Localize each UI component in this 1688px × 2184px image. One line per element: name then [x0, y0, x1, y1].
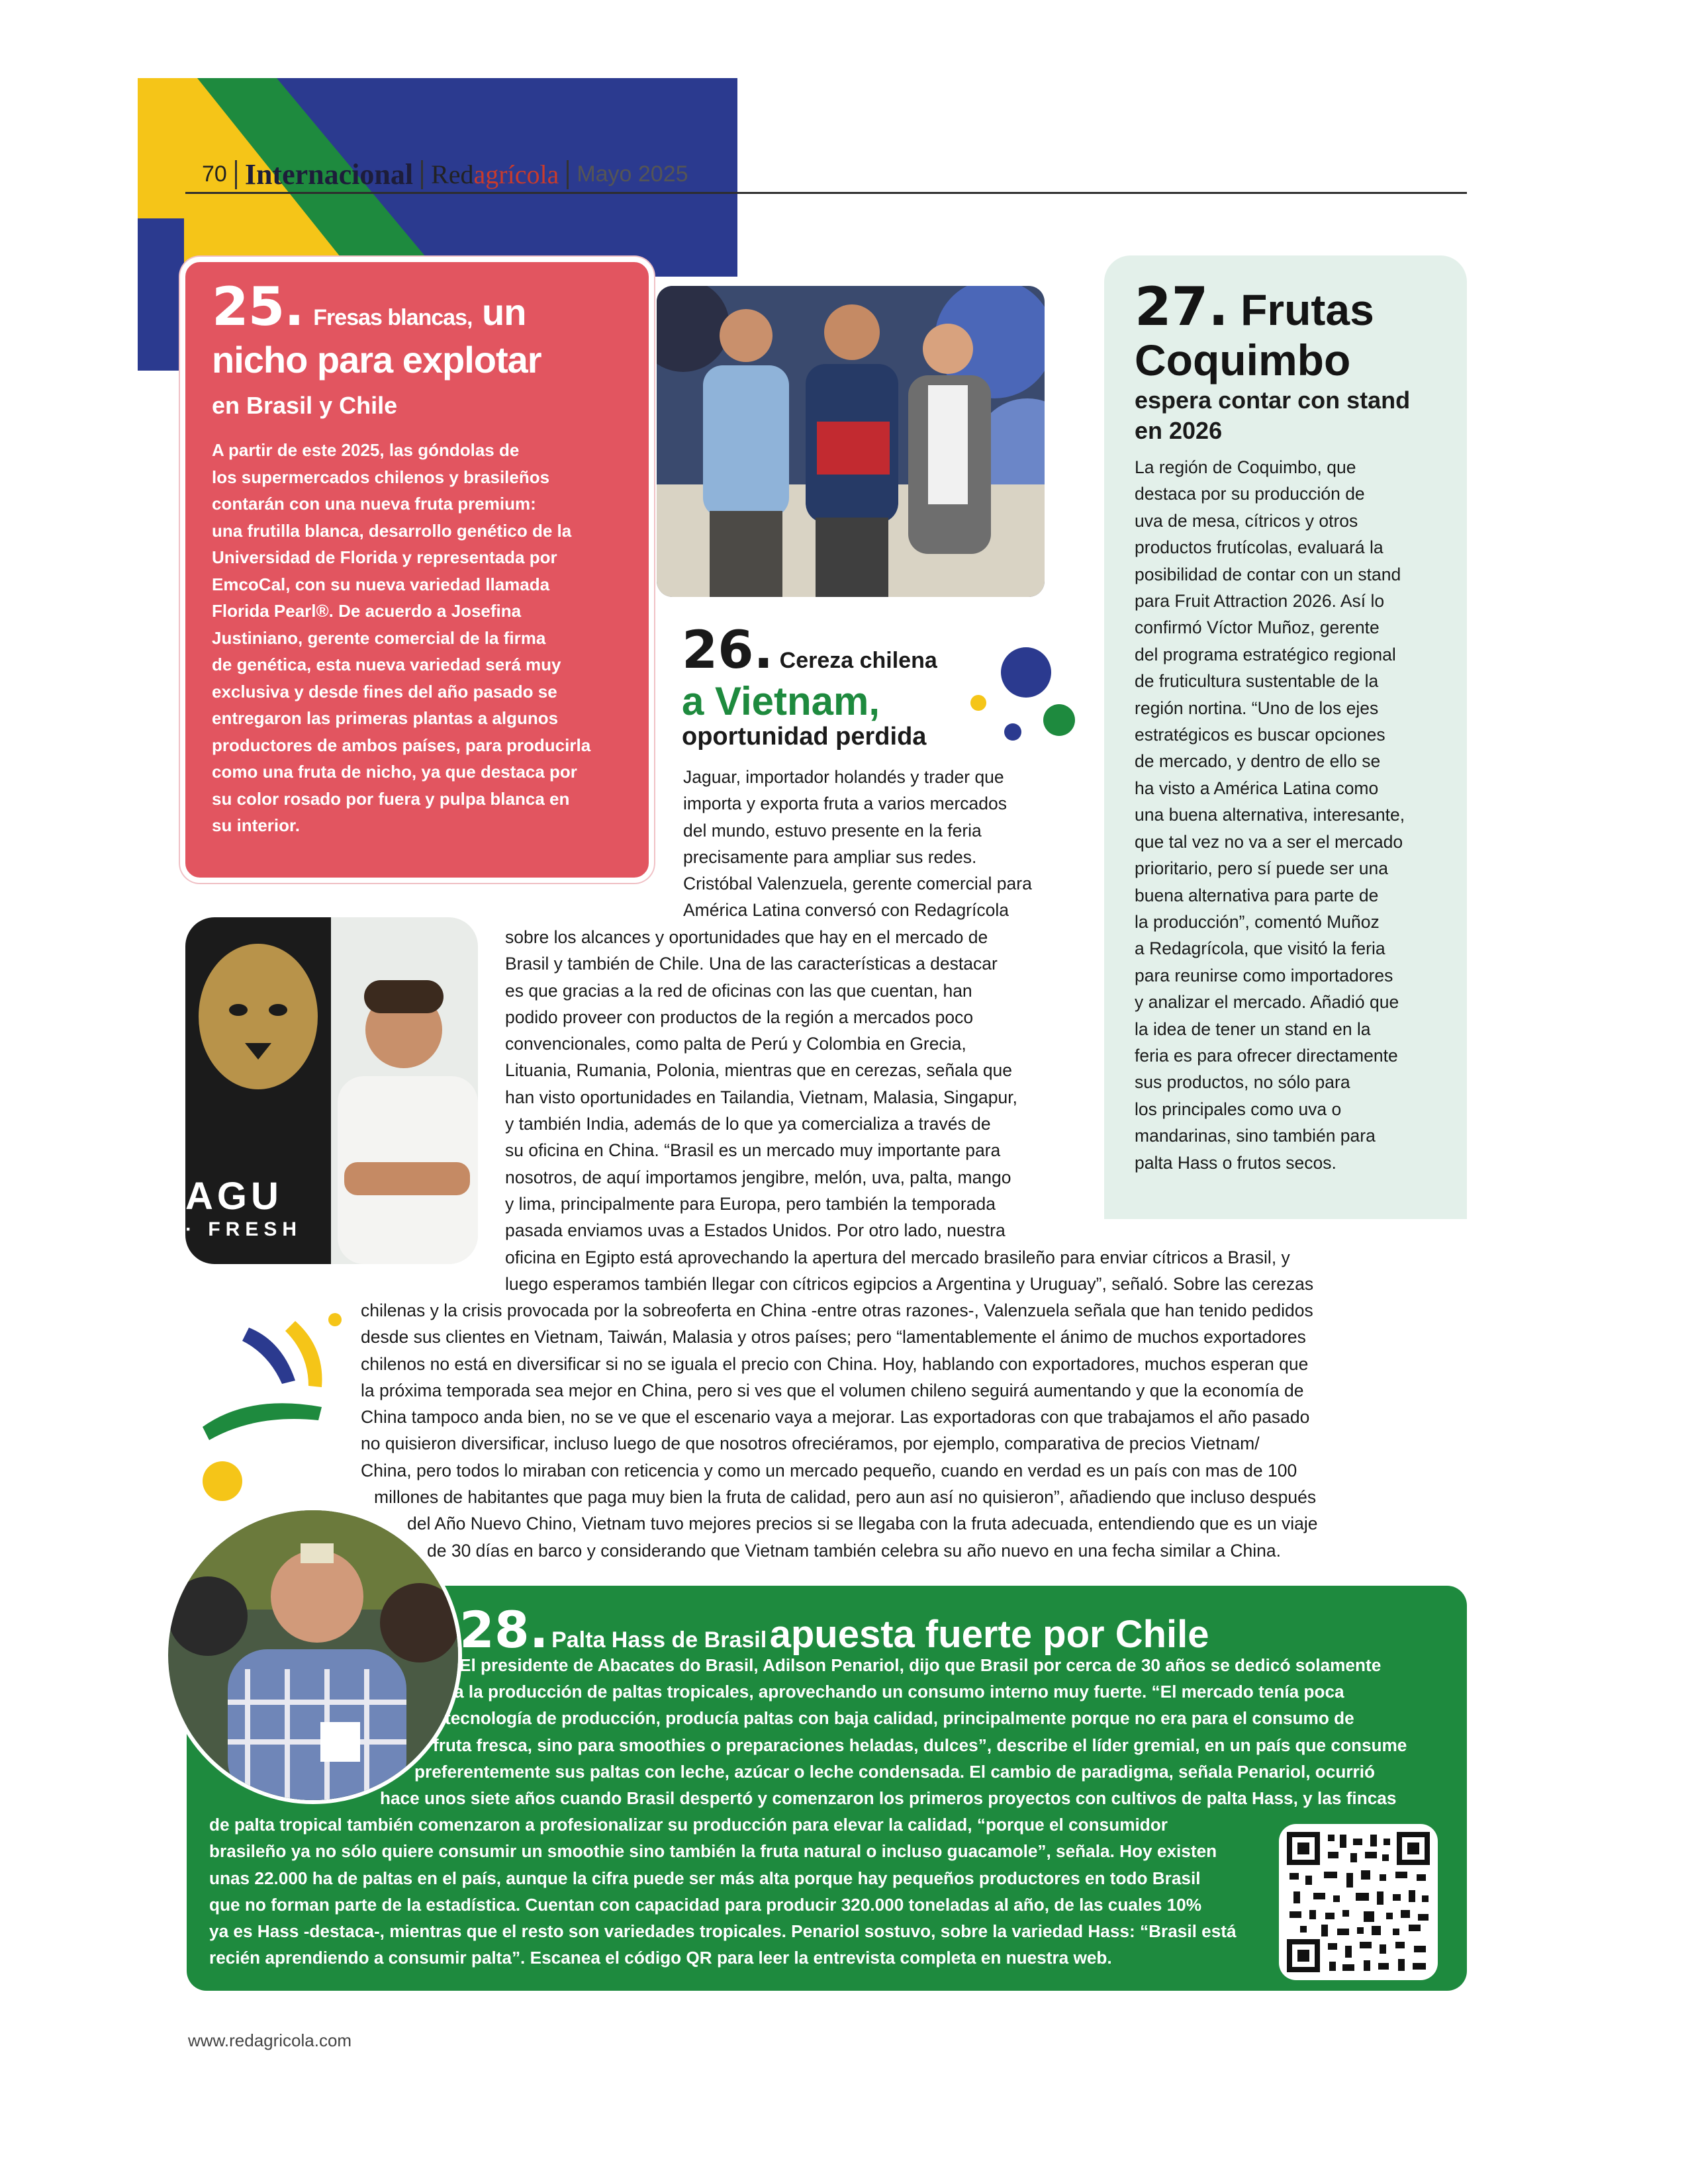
article-27-box: [1104, 255, 1467, 1219]
photo-strawberry-team: [657, 286, 1045, 597]
qr-call-to-action: Escanea el código QR para leer la entrevista completa en nuestra web.: [530, 1948, 1112, 1968]
article-25-body: A partir de este 2025, las góndolas de los supermercados chilenos y brasileños contarán con una nueva fruta premium: una frutilla blanca, desarrollo genético de la Universidad de Florida y representada por EmcoCal, con su nueva variedad llamada Florida Pearl®. De acuerdo a Josefina Justiniano, gerente comercial de la firma de genética, esta nueva variedad será muy exclusiva y desde fines del año pasado se entregaron las primeras plantas a algunos productores de ambos países, para producirla como una fruta de nicho, ya que destaca por su color rosado por fuera y pulpa blanca en su interior.: [212, 440, 591, 835]
page-number: 70: [202, 161, 227, 187]
section-title: Internacional: [244, 158, 414, 191]
header-separator: [421, 160, 423, 189]
article-27-subtitle: espera contar con stand en 2026: [1135, 387, 1411, 444]
header-rule: [185, 192, 1467, 194]
jaguar-sign-text: AGU · FRESH: [185, 1175, 302, 1240]
footer-url[interactable]: www.redagricola.com: [188, 2030, 352, 2050]
article-26-body-middle: sobre los alcances y oportunidades que hay en el mercado de Brasil y también de Chile. Una de las características a destacar es que gracias a la red de oficinas con las que cuentan, han podido proveer con productos de la región a mercados poco convencionales, como palta de Perú y Colombia en Grecia, Lituania, Rumania, Polonia, mientras que en cerezas, señala que han visto oportunidades en Tailandia, Vietnam, Malasia, Singapur, y también India, además de lo que ya comercializa a través de su oficina en China. “Brasil es un mercado muy importante para nosotros, de aquí importamos jengibre, melón, uva, palta, mango y lima, principalmente para Europa, pero también la temporada pasada enviamos uvas a Estados Unidos. Por otro lado, nuestra oficina en Egipto está aprovechando la apertura del mercado brasileño para enviar cítricos a Brasil, y luego esperamos también llegar con cítricos egipcios a Argentina y Uruguay”, señaló. Sobre las cerezas: [505, 927, 1314, 1294]
header-separator: [235, 160, 237, 189]
issue-date: Mayo 2025: [577, 161, 688, 187]
header-decoration-strip: [138, 218, 184, 371]
article-25-box: [180, 257, 654, 883]
article-26-heading: 26. Cereza chilena a Vietnam, oportunidad perdida: [682, 621, 937, 751]
article-28-title: 28. Palta Hass de Brasil apuesta fuerte por Chile: [459, 1600, 1209, 1659]
brand-logo: Redagrícola: [431, 159, 559, 189]
header-bar: [202, 158, 688, 191]
photo-jaguar-representative: [185, 917, 478, 1264]
header-separator: [567, 160, 569, 189]
decorative-dots: [966, 642, 1086, 748]
article-27-body: La región de Coquimbo, que destaca por su producción de uva de mesa, cítricos y otros productos frutícolas, evaluará la posibilidad de contar con un stand para Fruit Attraction 2026. Así lo confirmó Víctor Muñoz, gerente del programa estratégico regional de fruticultura sustentable de la región nortina. “Uno de los ejes estratégicos es buscar opciones de mercado, y dentro de ello se ha visto a América Latina como una buena alternativa, interesante, que tal vez no va a ser el mercado prioritario, pero sí puede ser una buena alternativa para parte de la producción”, comentó Muñoz a Redagrícola, que visitó la feria para reunirse como importadores y analizar el mercado. Añadió que la idea de tener un stand en la feria es para ofrecer directamente sus productos, no sólo para los principales como uva o mandarinas, sino también para palta Hass o frutos secos.: [1135, 457, 1405, 1173]
article-26-body-end: millones de habitantes que paga muy bien la fruta de calidad, pero aun así no quisieron”, añadiendo que incluso después del Año Nuevo Chino, Vietnam tuvo mejores precios si se llegaba con la fruta adecuada, entendiendo que es un viaje de 30 días en barco y considerando que Vietnam también celebra su año nuevo en una fecha similar a China.: [374, 1487, 1318, 1561]
article-26-body-bottom: chilenas y la crisis provocada por la sobreoferta en China -entre otras razones-, Valenzuela señala que han tenido pedidos desde sus clientes en Vietnam, Taiwán, Malasia y otros países; pero “lamentablemente el ánimo de muchos exportadores chilenos no está en diversificar si no se iguala el precio con China. Hoy, hablando con exportadores, muchos esperan que la próxima temporada sea mejor en China, pero si ves que el volumen chileno seguirá aumentando y que la economía de China tampoco anda bien, no se ve que el escenario vaya a mejorar. Las exportadoras con que trabajamos el año pasado no quisieron diversificar, incluso luego de que nosotros ofreciéramos, por ejemplo, comparativa de precios Vietnam/ China, pero todos lo miraban con reticencia y como un mercado pequeño, cuando en verdad es un país con mas de 100: [361, 1300, 1313, 1480]
qr-code[interactable]: [1279, 1824, 1438, 1980]
decorative-swooshes: [196, 1308, 348, 1506]
article-28-body: El presidente de Abacates do Brasil, Adilson Penariol, dijo que Brasil por cerca de 30 años se dedicó solamente a la producción de paltas tropicales, aprovechando un consumo interno muy fuerte. “El mercado tenía poca tecnología de producción, producía paltas con baja calidad, principalmente porque no era para el consumo de fruta fresca, sino para smoothies o preparaciones heladas, dulces”, describe el líder gremial, en un país que consume preferentemente sus paltas con leche, azúcar o leche condensada. El cambio de paradigma, señala Penariol, ocurrió hace unos siete años cuando Brasil despertó y comenzaron los primeros proyectos con cultivos de palta Hass, y las fincas de palta tropical también comenzaron a profesionalizar su producción para elevar la calidad, “porque el consumidor brasileño ya no sólo quiere consumir un smoothie sino también la fruta natural o incluso guacamole”, señala. Hoy existen unas 22.000 ha de paltas en el país, aunque la cifra puede ser más alta porque hay pequeños productores en todo Brasil que no forman parte de la estadística. Cuentan con capacidad para producir 320.000 toneladas al año, de las cuales 10% ya es Hass -destaca-, mientras que el resto son variedades tropicales. Penariol sostuvo, sobre la variedad Hass: “Brasil está recién aprendiendo a consumir palta”. Escanea el código QR para leer la entrevista completa en nuestra web.: [209, 1655, 1407, 1968]
article-25-subtitle: en Brasil y Chile: [212, 392, 398, 419]
article-27-title: 27. Frutas Coquimbo: [1135, 276, 1374, 385]
article-26-body-top: Jaguar, importador holandés y trader que importa y exporta fruta a varios mercados del mundo, estuvo presente en la feria precisamente para ampliar sus redes. Cristóbal Valenzuela, gerente comercial para América Latina conversó con Redagrícola: [683, 767, 1032, 921]
article-25-title: 25. Fresas blancas, un nicho para explotar: [212, 276, 541, 381]
